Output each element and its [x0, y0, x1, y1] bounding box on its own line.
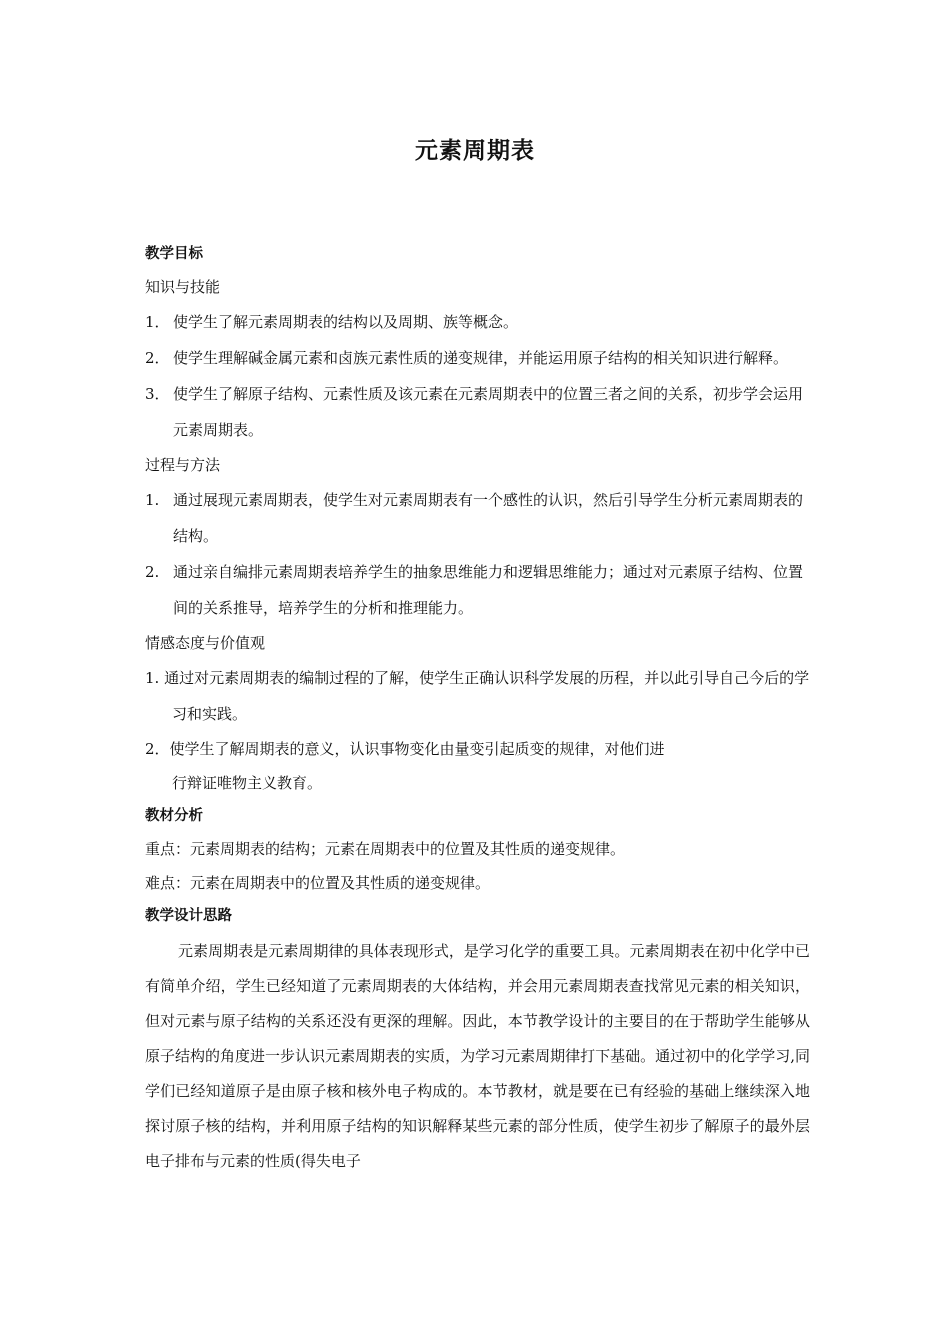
- section-heading-teaching-goals: 教学目标: [145, 246, 203, 262]
- document-body: [145, 238, 810, 1179]
- section-heading-design: 教学设计思路: [145, 908, 232, 924]
- difficult-point: 难点：元素在周期表中的位置及其性质的递变规律。: [145, 874, 491, 892]
- design-paragraph: 元素周期表是元素周期律的具体表现形式，是学习化学的重要工具。元素周期表在初中化学中已有简单介绍，学生已经知道了元素周期表的大体结构，并会用元素周期表查找常见元素的相关知识，但对元素与原子结构的关系还没有更深的理解。因此，本节教学设计的主要目的在于帮助学生能够从原子结构的角度进一步认识元素周期表的实质，为学习元素周期律打下基础。通过初中的化学学习,同学们已经知道原子是由原子核和核外电子构成的。本节教材，就是要在已有经验的基础上继续深入地探讨原子核的结构，并利用原子结构的知识解释某些元素的部分性质，使学生初步了解原子的最外层电子排布与元素的性质(得失电子: [145, 942, 810, 1170]
- subheading-emotion: 情感态度与价值观: [145, 634, 266, 652]
- list-item-line: 2．使学生了解周期表的意义，认识事物变化由量变引起质变的规律，对他们进: [145, 740, 665, 758]
- list-item: [145, 554, 810, 626]
- list-number: 1．: [145, 313, 170, 331]
- list-text: 通过亲自编排元素周期表培养学生的抽象思维能力和逻辑思维能力；通过对元素原子结构、位置间的关系推导，培养学生的分析和推理能力。: [173, 563, 804, 617]
- list-text: 使学生了解原子结构、元素性质及该元素在元素周期表中的位置三者之间的关系，初步学会运用元素周期表。: [173, 385, 804, 439]
- subheading-knowledge: 知识与技能: [145, 278, 221, 296]
- subheading-process: 过程与方法: [145, 456, 221, 474]
- list-item: [145, 340, 810, 376]
- list-item: [145, 376, 810, 448]
- list-number: 3．: [145, 385, 170, 403]
- list-item: [145, 482, 810, 554]
- list-item: [145, 304, 810, 340]
- list-text: 通过展现元素周期表，使学生对元素周期表有一个感性的认识，然后引导学生分析元素周期表的结构。: [173, 491, 804, 545]
- key-point: 重点：元素周期表的结构；元素在周期表中的位置及其性质的递变规律。: [145, 840, 626, 858]
- list-item-line: 行辩证唯物主义教育。: [172, 774, 323, 792]
- list-text: 使学生了解元素周期表的结构以及周期、族等概念。: [173, 313, 519, 331]
- section-heading-analysis: 教材分析: [145, 808, 203, 824]
- list-number: 2．: [145, 349, 170, 367]
- list-item: 1. 通过对元素周期表的编制过程的了解，使学生正确认识科学发展的历程，并以此引导自己今后的学习和实践。: [145, 669, 810, 723]
- list-text: 使学生理解碱金属元素和卤族元素性质的递变规律，并能运用原子结构的相关知识进行解释。: [173, 349, 789, 367]
- document-title: 元素周期表: [415, 138, 535, 164]
- list-number: 1.: [145, 491, 160, 509]
- list-number: 2.: [145, 563, 160, 581]
